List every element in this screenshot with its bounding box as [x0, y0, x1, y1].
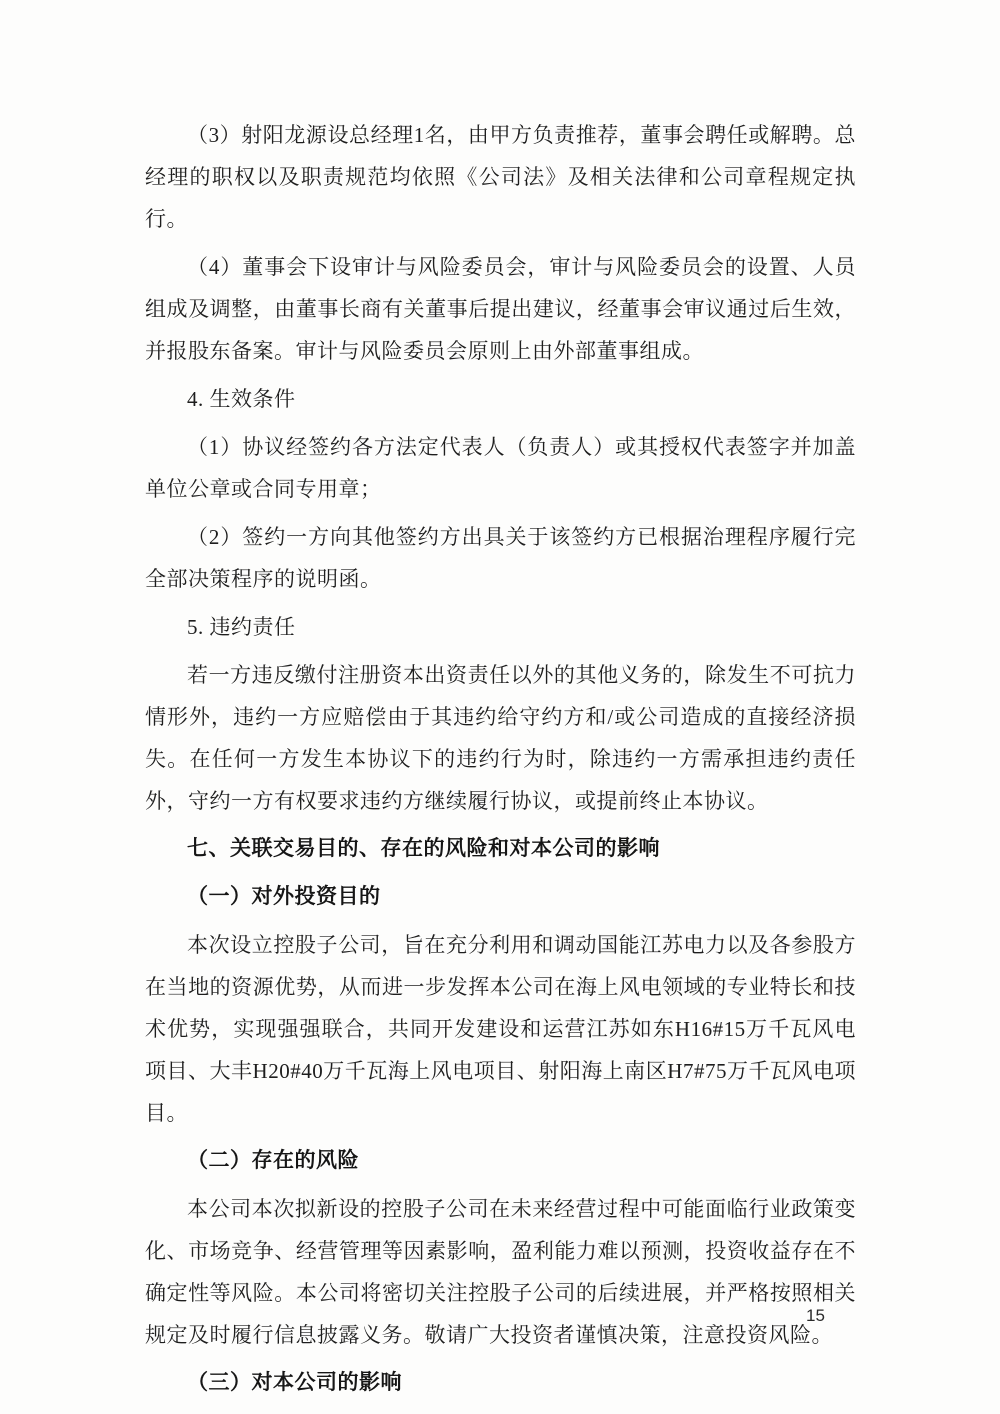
paragraph-investment-purpose-detail: 本次设立控股子公司，旨在充分利用和调动国能江苏电力以及各参股方在当地的资源优势，从而进一步发挥本公司在海上风电领域的专业特长和技术优势，实现强强联合，共同开发建设和运营江苏如东H16#15万千瓦风电项目、大丰H20#40万千瓦海上风电项目、射阳海上南区H7#75万千瓦风电项目。: [145, 933, 856, 1125]
paragraph-item-3-general-manager: （3）射阳龙源设总经理1名，由甲方负责推荐，董事会聘任或解聘。总经理的职权以及职责规范均依照《公司法》及相关法律和公司章程规定执行。: [145, 123, 856, 231]
document-page: [145, 114, 856, 1410]
paragraph-breach-liability-detail: 若一方违反缴付注册资本出资责任以外的其他义务的，除发生不可抗力情形外，违约一方应赔偿由于其违约给守约方和/或公司造成的直接经济损失。在任何一方发生本协议下的违约行为时，除违约一方需承担违约责任外，守约一方有权要求违约方继续履行协议，或提前终止本协议。: [145, 663, 856, 813]
paragraph-condition-1: （1）协议经签约各方法定代表人（负责人）或其授权代表签字并加盖单位公章或合同专用章；: [145, 435, 856, 501]
section-heading-7-transaction-purpose-risk-impact: 七、关联交易目的、存在的风险和对本公司的影响: [187, 837, 660, 860]
subheading-effective-conditions: 4. 生效条件: [187, 387, 296, 411]
subsection-heading-1-investment-purpose: （一）对外投资目的: [187, 885, 381, 908]
paragraph-existing-risks-detail: 本公司本次拟新设的控股子公司在未来经营过程中可能面临行业政策变化、市场竞争、经营管理等因素影响，盈利能力难以预测，投资收益存在不确定性等风险。本公司将密切关注控股子公司的后续进展，并严格按照相关规定及时履行信息披露义务。敬请广大投资者谨慎决策，注意投资风险。: [145, 1197, 856, 1347]
subsection-heading-2-existing-risks: （二）存在的风险: [187, 1149, 359, 1172]
page-number: 15: [806, 1306, 825, 1325]
paragraph-item-4-audit-risk-committee: （4）董事会下设审计与风险委员会，审计与风险委员会的设置、人员组成及调整，由董事长商有关董事后提出建议，经董事会审议通过后生效，并报股东备案。审计与风险委员会原则上由外部董事组成。: [145, 255, 856, 363]
subsection-heading-3-impact-on-company: （三）对本公司的影响: [187, 1371, 402, 1394]
subheading-breach-liability: 5. 违约责任: [187, 615, 296, 639]
paragraph-condition-2: （2）签约一方向其他签约方出具关于该签约方已根据治理程序履行完全部决策程序的说明函。: [145, 525, 856, 591]
